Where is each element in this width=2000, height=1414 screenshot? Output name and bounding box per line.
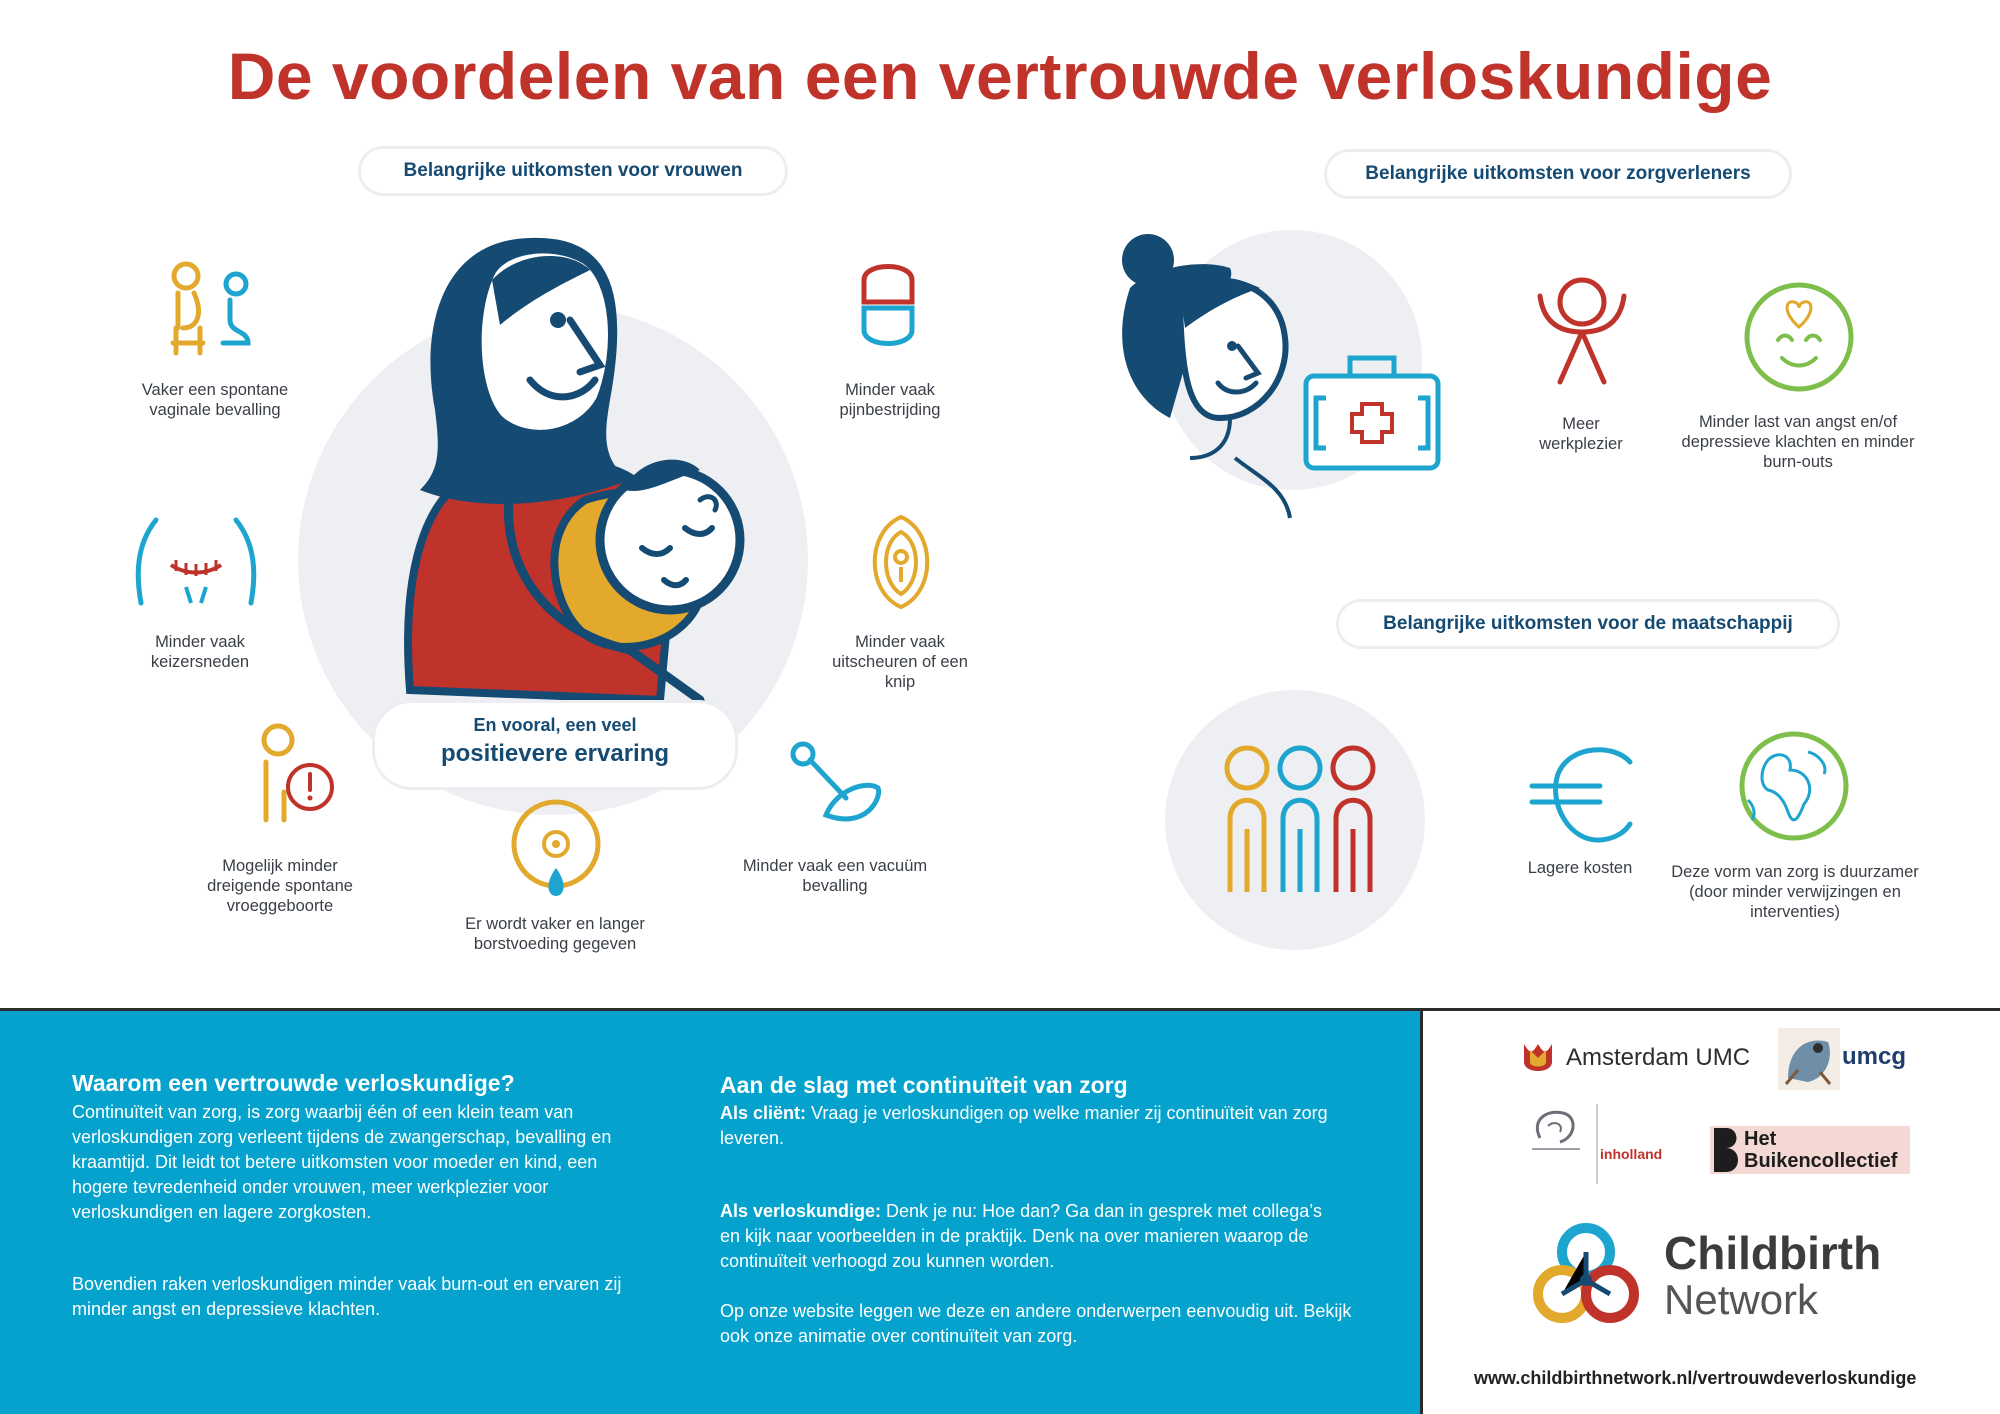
three-people-icon [1220,744,1380,894]
client-paragraph [720,1101,1340,1151]
section-providers-pill: Belangrijke uitkomsten voor zorgverleners [1324,149,1792,199]
amsterdam-umc-logo: Amsterdam UMC [1566,1044,1751,1071]
inholland-logo: inholland [1600,1146,1663,1162]
section-women-pill: Belangrijke uitkomsten voor vrouwen [358,146,788,196]
preterm-caption: Mogelijk minder dreigende spontane vroeggeboorte [207,857,353,915]
highlight-box [372,700,738,790]
lower-costs-caption: Lagere kosten [1527,859,1633,877]
caesarean-caption: Minder vaak keizersneden [150,633,250,671]
website-paragraph: Op onze website leggen we deze en andere onderwerpen eenvoudig uit. Bekijk ook onze animatie over continuïteit van zorg. [720,1301,1352,1346]
midwife-label: Als verloskundige: [720,1201,882,1221]
page-title: De voordelen van een vertrouwde verloskundige [227,39,1773,113]
mother-with-baby-illustration [380,230,800,720]
buikencollectief-b-icon [1712,1128,1738,1172]
caesarean-icon [136,515,256,605]
client-text: Vraag je verloskundigen op welke manier zij continuïteit van zorg leveren. [720,1103,1328,1148]
job-satisfaction-caption: Meer werkplezier [1539,415,1623,453]
preterm-warning-icon [252,722,352,822]
midwife-text: Denk je nu: Hoe dan? Ga dan in gesprek met collega’s en kijk naar voorbeelden in de praktijk. Denk na over manieren waarop de continuïteit verhoogd zou kunnen worden. [720,1201,1322,1271]
umcg-frog-logo-icon [1778,1028,1840,1090]
divider-vertical [1420,1008,1423,1414]
buikencollectief-line-1: Het [1744,1128,1777,1150]
globe-icon [1738,730,1850,842]
spontaneous-birth-caption: Vaker een spontane vaginale bevalling [141,381,289,419]
buikencollectief-line-2: Buikencollectief [1744,1150,1898,1172]
childbirth-network-logo-line-1: Childbirth [1664,1227,1882,1279]
tearing-caption: Minder vaak uitscheuren of een knip [832,633,968,691]
divider-horizontal [0,1008,2000,1011]
logo-separator [1596,1104,1598,1184]
why-paragraph-2: Bovendien raken verloskundigen minder vaak burn-out en ervaren zij minder angst en depressieve klachten. [72,1274,622,1319]
section-society-pill: Belangrijke uitkomsten voor de maatschappij [1336,599,1840,649]
childbirth-network-logo-line-2: Network [1664,1276,1819,1323]
highlight-line-1: En vooral, een veel [473,715,637,735]
perineum-icon [866,512,936,612]
vacuum-caption: Minder vaak een vacuüm bevalling [742,857,928,895]
umcg-logo: umcg [1842,1043,1907,1070]
vacuum-icon [786,740,896,840]
pill-capsule-icon [858,250,918,360]
breastfeeding-icon [508,798,604,898]
buikencollectief-logo [1710,1126,1910,1174]
childbirth-network-logo-icon [1530,1218,1642,1330]
client-label: Als cliënt: [720,1103,807,1123]
sustainable-caption: Deze vorm van zorg is duurzamer (door minder verwijzingen en interventies) [1671,863,1919,921]
breastfeeding-caption: Er wordt vaker en langer borstvoeding gegeven [465,915,645,953]
euro-icon [1530,744,1640,844]
academie-verloskunde-logo-icon [1530,1108,1582,1154]
happy-person-icon [1534,276,1630,386]
start-title: Aan de slag met continuïteit van zorg [720,1072,1128,1098]
less-anxiety-caption: Minder last van angst en/of depressieve klachten en minder burn-outs [1681,413,1915,471]
highlight-line-2: positievere ervaring [440,740,670,767]
midwife-paragraph [720,1199,1340,1274]
smiley-heart-icon [1744,282,1854,392]
midwife-with-medkit-illustration [1110,228,1450,528]
spontaneous-birth-icon [168,258,258,358]
website-link[interactable]: www.childbirthnetwork.nl/vertrouwdeverloskundige [1474,1368,1917,1388]
amsterdam-umc-logo-icon [1520,1040,1556,1080]
why-title: Waarom een vertrouwde verloskundige? [72,1070,515,1096]
pain-relief-caption: Minder vaak pijnbestrijding [839,381,941,419]
why-paragraph-1: Continuïteit van zorg, is zorg waarbij één of een klein team van verloskundigen zorg verleent tijdens de zwangerschap, bevalling en kraamtijd. Dit leidt tot betere uitkomsten voor moeder en kind, een hogere tevredenheid onder vrouwen, meer werkplezier voor verloskundigen en lagere zorgkosten. [72,1102,612,1222]
